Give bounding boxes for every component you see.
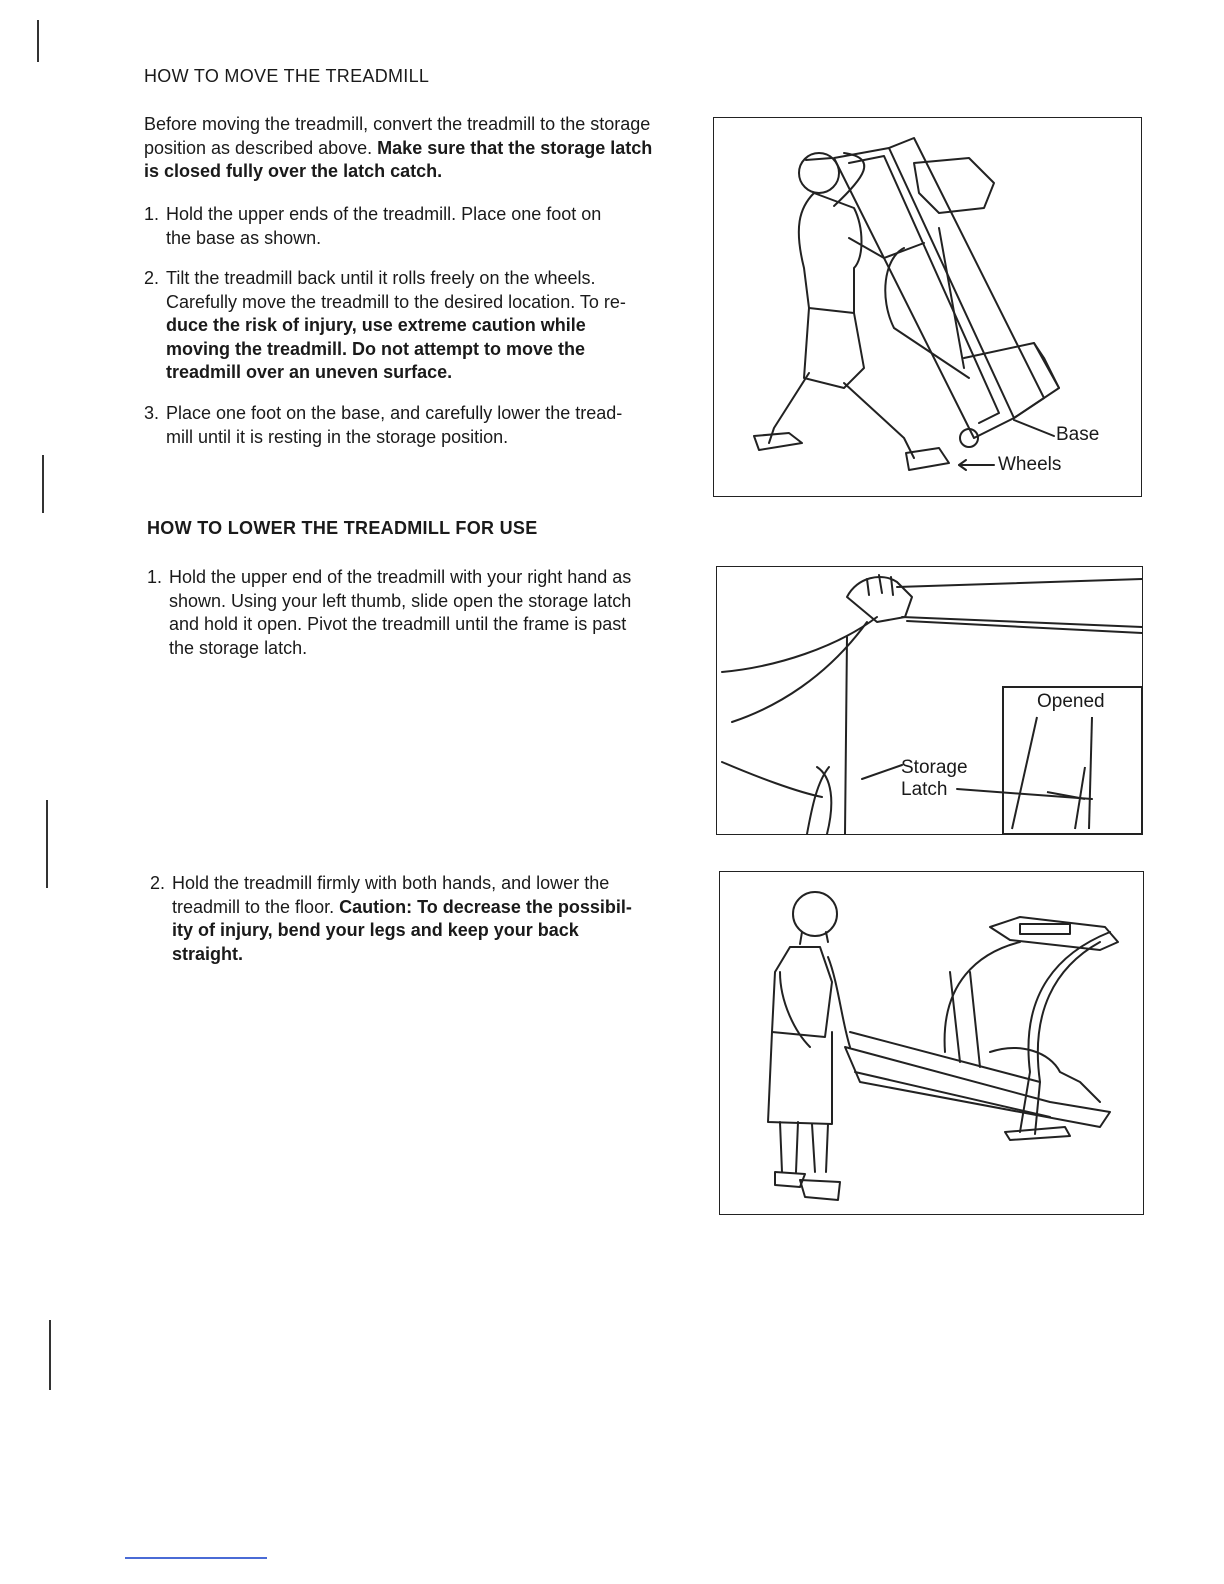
- figure-moving-treadmill: [713, 117, 1142, 497]
- step-line: shown. Using your left thumb, slide open the storage latch: [169, 590, 632, 611]
- step-warning-line: ity of injury, bend your legs and keep your back: [172, 920, 579, 940]
- step-warning-line: straight.: [172, 943, 244, 964]
- section-heading-move: HOW TO MOVE THE TREADMILL: [144, 66, 430, 86]
- move-intro-plain: Before moving the treadmill, convert the treadmill to the storage position as described above.: [144, 114, 651, 158]
- step-line-mixed: [172, 896, 632, 920]
- step-line: Hold the upper ends of the treadmill. Place one foot on: [166, 204, 602, 224]
- scan-mark: [37, 20, 39, 62]
- step-warning-line: To decrease the possibil-: [417, 896, 632, 917]
- step-line: mill until it is resting in the storage position.: [166, 426, 509, 447]
- figure-storage-latch: [716, 566, 1143, 835]
- step-line: Hold the upper end of the treadmill with your right hand as: [169, 567, 632, 587]
- label-opened: Opened: [1037, 691, 1105, 712]
- caution-label: Caution:: [339, 896, 413, 917]
- step-line: treadmill to the floor.: [172, 896, 335, 917]
- step-line: and hold it open. Pivot the treadmill until the frame is past: [169, 614, 627, 634]
- figure-lowering-treadmill: [719, 871, 1144, 1215]
- step-line: Place one foot on the base, and carefully lower the tread-: [166, 403, 623, 423]
- step-number: 1.: [147, 567, 163, 587]
- label-wheels: Wheels: [998, 454, 1062, 475]
- scan-mark: [42, 455, 44, 513]
- scan-mark: [125, 1557, 267, 1559]
- label-storage: Storage: [901, 757, 968, 778]
- scan-mark: [46, 800, 48, 888]
- step-line: the storage latch.: [169, 637, 308, 658]
- lowering-treadmill-illustration: [720, 872, 1143, 1214]
- step-number: 2.: [150, 873, 166, 893]
- step-number: 1.: [144, 204, 160, 224]
- step-warning-line: moving the treadmill. Do not attempt to move the: [166, 338, 586, 359]
- step-warning-line: treadmill over an uneven surface.: [166, 362, 453, 382]
- label-latch: Latch: [901, 779, 948, 800]
- step-line: Carefully move the treadmill to the desired location. To re-: [166, 291, 626, 312]
- step-number: 2.: [144, 268, 160, 288]
- move-intro: [144, 113, 664, 184]
- step-line: the base as shown.: [166, 227, 322, 248]
- scan-mark: [49, 1320, 51, 1390]
- section-heading-lower: HOW TO LOWER THE TREADMILL FOR USE: [147, 518, 538, 538]
- step-line: Hold the treadmill firmly with both hands, and lower the: [172, 873, 610, 893]
- step-line: Tilt the treadmill back until it rolls freely on the wheels.: [166, 268, 596, 288]
- step-number: 3.: [144, 403, 160, 423]
- label-base: Base: [1056, 424, 1100, 445]
- move-intro-bold: Make sure that the storage latch is closed fully over the latch catch.: [144, 137, 653, 181]
- step-warning-line: duce the risk of injury, use extreme caution while: [166, 315, 586, 335]
